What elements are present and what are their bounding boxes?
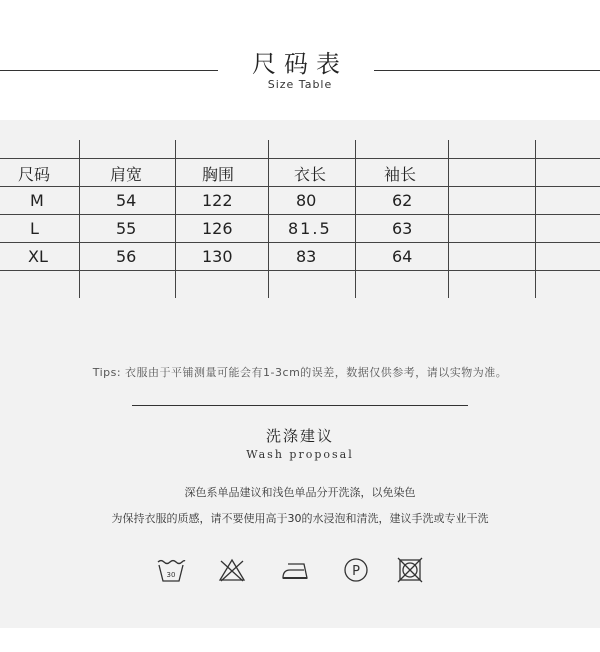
wash-subtitle: Wash proposal [246,448,354,461]
section-divider [132,405,468,406]
page-subtitle: Size Table [267,78,333,91]
care-icons [0,556,600,586]
table-header: 衣长 [294,165,327,184]
table-cell: 64 [392,247,413,266]
wash-temp-label: 30 [166,571,176,579]
table-cell: 56 [116,247,137,266]
dry-clean-letter: P [352,564,360,579]
table-cell: 55 [116,219,137,238]
wash-30-icon [156,556,186,584]
header [0,0,600,120]
iron-icon [280,556,312,584]
table-cell: 130 [202,247,233,266]
table-line [0,270,600,271]
table-header: 胸围 [202,165,235,184]
table-line [0,186,600,187]
table-cell: 81.5 [288,219,332,238]
table-line [0,214,600,215]
table-cell: 80 [296,191,317,210]
table-line [448,140,449,298]
table-line [0,242,600,243]
table-cell: L [30,219,39,238]
table-cell: 63 [392,219,413,238]
no-tumble-dry-icon [396,556,424,584]
table-cell: XL [28,247,48,266]
table-cell: M [30,191,44,210]
wash-note: 深色系单品建议和浅色单品分开洗涤，以免染色 [184,486,416,499]
wash-title: 洗涤建议 [265,427,334,445]
table-cell: 62 [392,191,413,210]
table-cell: 54 [116,191,137,210]
table-header: 袖长 [384,165,417,184]
table-line [535,140,536,298]
table-line [355,140,356,298]
table-cell: 83 [296,247,317,266]
table-line [268,140,269,298]
table-line [175,140,176,298]
wash-note: 为保持衣服的质感，请不要使用高于30的水浸泡和清洗，建议手洗或专业干洗 [111,512,489,525]
dry-clean-p-icon [342,556,370,584]
table-cell: 122 [202,191,233,210]
table-line [0,158,600,159]
tips-text: Tips: 衣服由于平铺测量可能会有1-3cm的误差，数据仅供参考，请以实物为准。 [92,366,508,379]
no-bleach-icon [218,556,246,584]
table-header: 肩宽 [110,165,143,184]
table-header: 尺码 [18,165,51,184]
table-line [79,140,80,298]
table-cell: 126 [202,219,233,238]
page-title: 尺码表 [252,50,348,78]
